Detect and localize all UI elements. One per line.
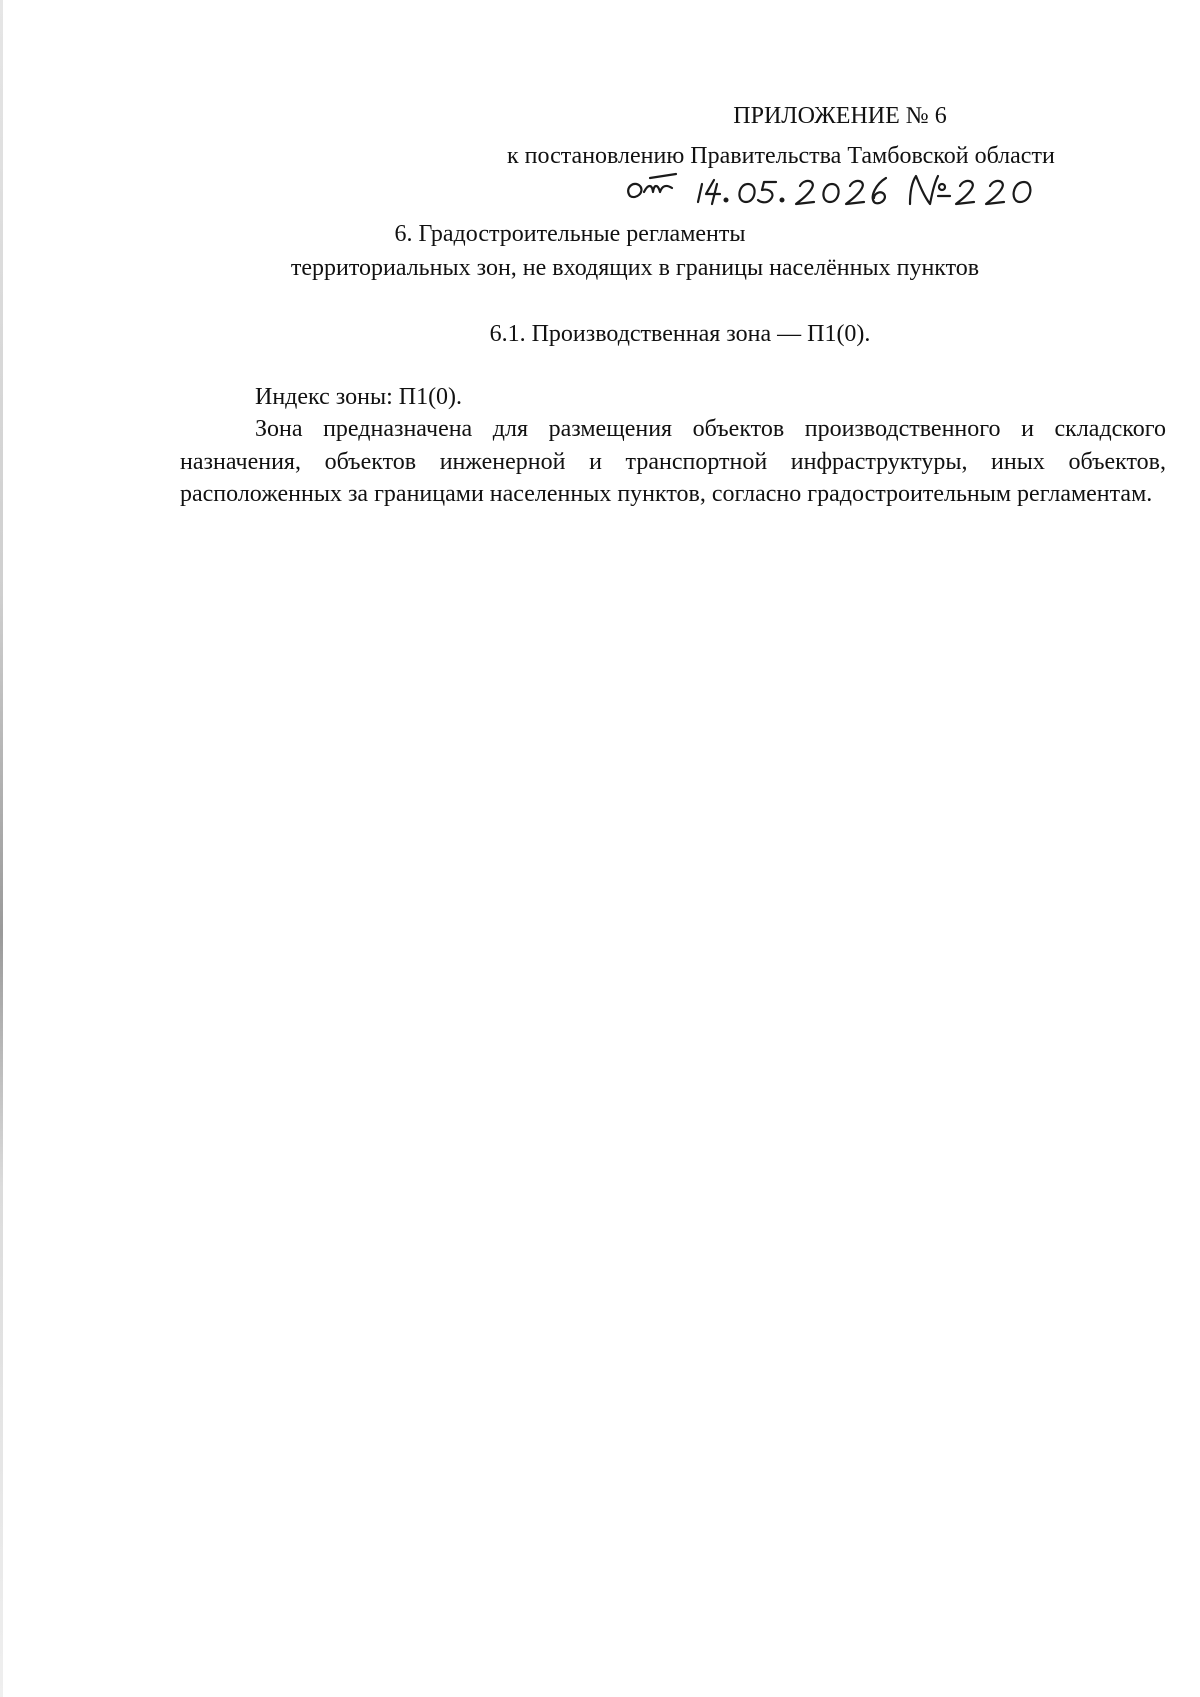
section-heading [180, 217, 1080, 285]
zone-index: Индекс зоны: П1(0). [255, 384, 463, 410]
handwritten-date-number [620, 166, 1070, 214]
section-heading-line2: территориальных зон, не входящих в границы населённых пунктов [290, 255, 980, 281]
scan-edge-shadow [0, 0, 3, 1697]
handwritten-date-number-image [620, 166, 1070, 214]
subsection-heading: 6.1. Производственная зона — П1(0). [489, 321, 871, 347]
appendix-subtitle: к постановлению Правительства Тамбовской области [507, 143, 1055, 169]
appendix-title: ПРИЛОЖЕНИЕ № 6 [733, 103, 947, 129]
zone-description: Зона предназначена для размещения объектов производственного и складского назначения, объектов инженерной и транспортной инфраструктуры, иных объектов, расположенных за границами населенных пунктов, согласно градостроительным регламентам. [180, 416, 1166, 507]
section-heading-line1: 6. Градостроительные регламенты [394, 221, 746, 247]
